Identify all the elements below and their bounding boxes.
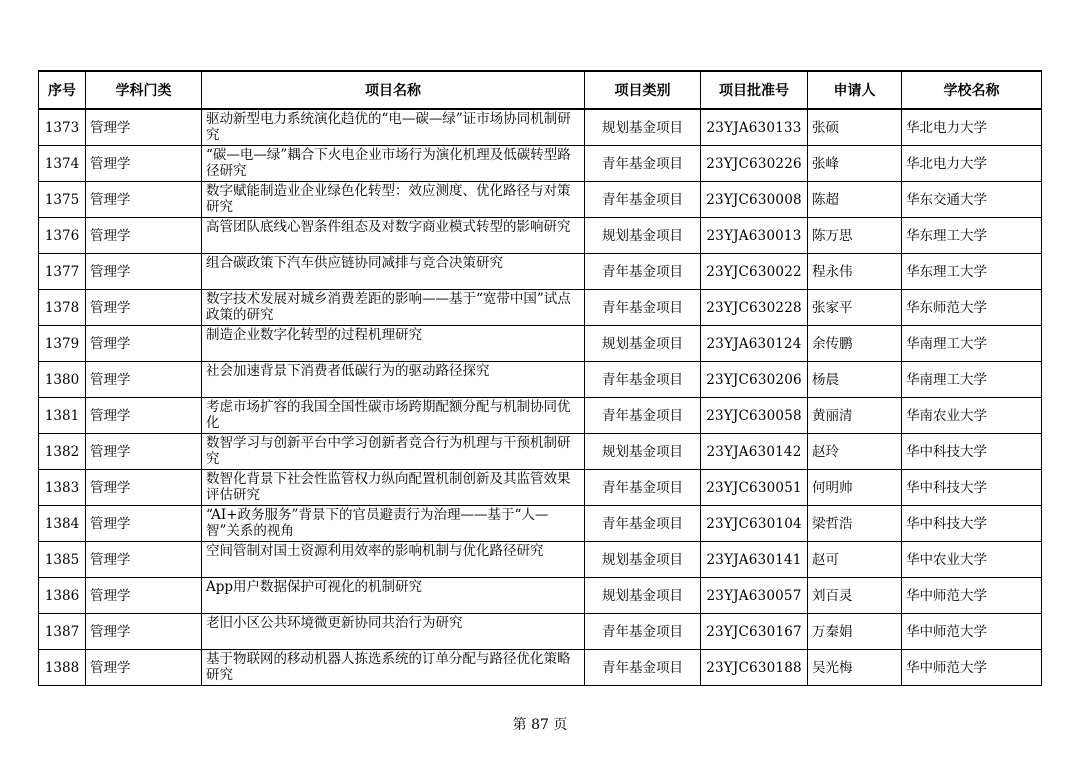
header-approval-number: 项目批准号 [701,71,808,109]
discipline-cell: 管理学 [86,506,202,542]
discipline-cell: 管理学 [86,218,202,254]
approval-number-cell: 23YJC630167 [701,614,808,650]
table-row [39,218,1042,254]
project-name-text: 高管团队底线心智条件组态及对数字商业模式转型的影响研究 [206,219,571,235]
project-name-cell [202,650,585,686]
header-serial-number: 序号 [39,71,86,109]
approval-number-cell: 23YJC630051 [701,470,808,506]
serial-number-cell: 1383 [39,470,86,506]
project-name-cell [202,362,585,398]
project-name-cell [202,218,585,254]
project-name-text: 数字赋能制造业企业绿色化转型：效应测度、优化路径与对策研究 [206,183,571,215]
serial-number-cell: 1385 [39,542,86,578]
project-category-cell: 青年基金项目 [585,362,701,398]
project-category-cell: 规划基金项目 [585,542,701,578]
approval-number-cell: 23YJC630104 [701,506,808,542]
approval-number-cell: 23YJC630188 [701,650,808,686]
header-project-name: 项目名称 [202,71,585,109]
applicant-cell: 黄丽清 [808,398,902,434]
project-category-cell: 青年基金项目 [585,650,701,686]
applicant-cell: 赵玲 [808,434,902,470]
approval-number-cell: 23YJA630142 [701,434,808,470]
project-name-text: 数智学习与创新平台中学习创新者竞合行为机理与干预机制研究 [206,435,571,467]
project-name-cell [202,146,585,182]
serial-number-cell: 1386 [39,578,86,614]
project-name-cell [202,290,585,326]
discipline-cell: 管理学 [86,470,202,506]
serial-number-cell: 1380 [39,362,86,398]
discipline-cell: 管理学 [86,146,202,182]
table-row [39,614,1042,650]
project-name-cell [202,578,585,614]
applicant-cell: 张硕 [808,109,902,146]
project-name-cell [202,506,585,542]
school-name-cell: 华南理工大学 [902,326,1042,362]
project-name-text: 空间管制对国土资源利用效率的影响机制与优化路径研究 [206,543,544,559]
table-row [39,254,1042,290]
school-name-cell: 华东理工大学 [902,254,1042,290]
serial-number-cell: 1381 [39,398,86,434]
table-row [39,398,1042,434]
approval-number-cell: 23YJC630058 [701,398,808,434]
project-category-cell: 青年基金项目 [585,182,701,218]
project-name-text: 制造企业数字化转型的过程机理研究 [206,327,422,343]
project-name-cell [202,326,585,362]
serial-number-cell: 1377 [39,254,86,290]
applicant-cell: 万秦娟 [808,614,902,650]
discipline-cell: 管理学 [86,398,202,434]
table-row [39,146,1042,182]
project-table [38,70,1042,686]
project-name-cell [202,434,585,470]
serial-number-cell: 1384 [39,506,86,542]
project-name-cell [202,254,585,290]
approval-number-cell: 23YJC630022 [701,254,808,290]
project-name-text: 老旧小区公共环境微更新协同共治行为研究 [206,615,463,631]
discipline-cell: 管理学 [86,109,202,146]
project-name-text: 组合碳政策下汽车供应链协同减排与竞合决策研究 [206,255,503,271]
project-name-text: 基于物联网的移动机器人拣选系统的订单分配与路径优化策略研究 [206,651,571,683]
header-row [39,71,1042,109]
discipline-cell: 管理学 [86,254,202,290]
table-row [39,182,1042,218]
project-category-cell: 青年基金项目 [585,290,701,326]
table-row [39,578,1042,614]
project-name-text: 驱动新型电力系统演化趋优的“电—碳—绿”证市场协同机制研究 [206,111,571,143]
project-name-cell [202,182,585,218]
school-name-cell: 华中科技大学 [902,506,1042,542]
school-name-cell: 华东师范大学 [902,290,1042,326]
project-name-cell [202,109,585,146]
applicant-cell: 陈万思 [808,218,902,254]
table-row [39,506,1042,542]
table-row [39,326,1042,362]
project-name-text: “碳—电—绿”耦合下火电企业市场行为演化机理及低碳转型路径研究 [206,147,571,179]
table-row [39,470,1042,506]
project-category-cell: 青年基金项目 [585,146,701,182]
discipline-cell: 管理学 [86,578,202,614]
discipline-cell: 管理学 [86,326,202,362]
serial-number-cell: 1379 [39,326,86,362]
school-name-cell: 华中师范大学 [902,614,1042,650]
discipline-cell: 管理学 [86,542,202,578]
applicant-cell: 余传鹏 [808,326,902,362]
discipline-cell: 管理学 [86,362,202,398]
applicant-cell: 张家平 [808,290,902,326]
header-discipline: 学科门类 [86,71,202,109]
discipline-cell: 管理学 [86,182,202,218]
school-name-cell: 华中农业大学 [902,542,1042,578]
project-name-text: “AI+政务服务”背景下的官员避责行为治理——基于“人—智”关系的视角 [206,507,549,539]
applicant-cell: 程永伟 [808,254,902,290]
applicant-cell: 张峰 [808,146,902,182]
serial-number-cell: 1378 [39,290,86,326]
table-row [39,290,1042,326]
serial-number-cell: 1375 [39,182,86,218]
project-category-cell: 规划基金项目 [585,434,701,470]
approval-number-cell: 23YJA630133 [701,109,808,146]
header-project-category: 项目类别 [585,71,701,109]
approval-number-cell: 23YJA630013 [701,218,808,254]
project-name-text: App用户数据保护可视化的机制研究 [206,579,423,595]
discipline-cell: 管理学 [86,614,202,650]
school-name-cell: 华中科技大学 [902,434,1042,470]
table-row [39,542,1042,578]
discipline-cell: 管理学 [86,434,202,470]
project-category-cell: 规划基金项目 [585,218,701,254]
project-name-text: 社会加速背景下消费者低碳行为的驱动路径探究 [206,363,490,379]
project-category-cell: 青年基金项目 [585,254,701,290]
project-name-cell [202,614,585,650]
approval-number-cell: 23YJC630226 [701,146,808,182]
school-name-cell: 华东交通大学 [902,182,1042,218]
discipline-cell: 管理学 [86,650,202,686]
project-category-cell: 青年基金项目 [585,470,701,506]
serial-number-cell: 1374 [39,146,86,182]
applicant-cell: 刘百灵 [808,578,902,614]
approval-number-cell: 23YJA630124 [701,326,808,362]
project-category-cell: 青年基金项目 [585,614,701,650]
header-applicant: 申请人 [808,71,902,109]
approval-number-cell: 23YJA630057 [701,578,808,614]
serial-number-cell: 1376 [39,218,86,254]
applicant-cell: 陈超 [808,182,902,218]
table-row [39,109,1042,146]
serial-number-cell: 1387 [39,614,86,650]
school-name-cell: 华北电力大学 [902,146,1042,182]
project-name-text: 数智化背景下社会性监管权力纵向配置机制创新及其监管效果评估研究 [206,471,571,503]
serial-number-cell: 1373 [39,109,86,146]
project-name-text: 数字技术发展对城乡消费差距的影响——基于“宽带中国”试点政策的研究 [206,291,571,323]
school-name-cell: 华中师范大学 [902,578,1042,614]
project-name-text: 考虑市场扩容的我国全国性碳市场跨期配额分配与机制协同优化 [206,399,571,431]
project-name-cell [202,398,585,434]
approval-number-cell: 23YJA630141 [701,542,808,578]
school-name-cell: 华东理工大学 [902,218,1042,254]
header-school-name: 学校名称 [902,71,1042,109]
project-category-cell: 规划基金项目 [585,578,701,614]
approval-number-cell: 23YJC630008 [701,182,808,218]
school-name-cell: 华中科技大学 [902,470,1042,506]
serial-number-cell: 1382 [39,434,86,470]
applicant-cell: 梁哲浩 [808,506,902,542]
school-name-cell: 华中师范大学 [902,650,1042,686]
table-row [39,362,1042,398]
school-name-cell: 华南理工大学 [902,362,1042,398]
page-number: 第 87 页 [512,717,568,733]
applicant-cell: 何明帅 [808,470,902,506]
school-name-cell: 华南农业大学 [902,398,1042,434]
project-name-cell [202,470,585,506]
discipline-cell: 管理学 [86,290,202,326]
project-category-cell: 规划基金项目 [585,326,701,362]
serial-number-cell: 1388 [39,650,86,686]
applicant-cell: 吴光梅 [808,650,902,686]
school-name-cell: 华北电力大学 [902,109,1042,146]
applicant-cell: 杨晨 [808,362,902,398]
table-row [39,434,1042,470]
project-name-cell [202,542,585,578]
approval-number-cell: 23YJC630228 [701,290,808,326]
project-category-cell: 青年基金项目 [585,398,701,434]
project-category-cell: 规划基金项目 [585,109,701,146]
approval-number-cell: 23YJC630206 [701,362,808,398]
applicant-cell: 赵可 [808,542,902,578]
project-category-cell: 青年基金项目 [585,506,701,542]
table-row [39,650,1042,686]
